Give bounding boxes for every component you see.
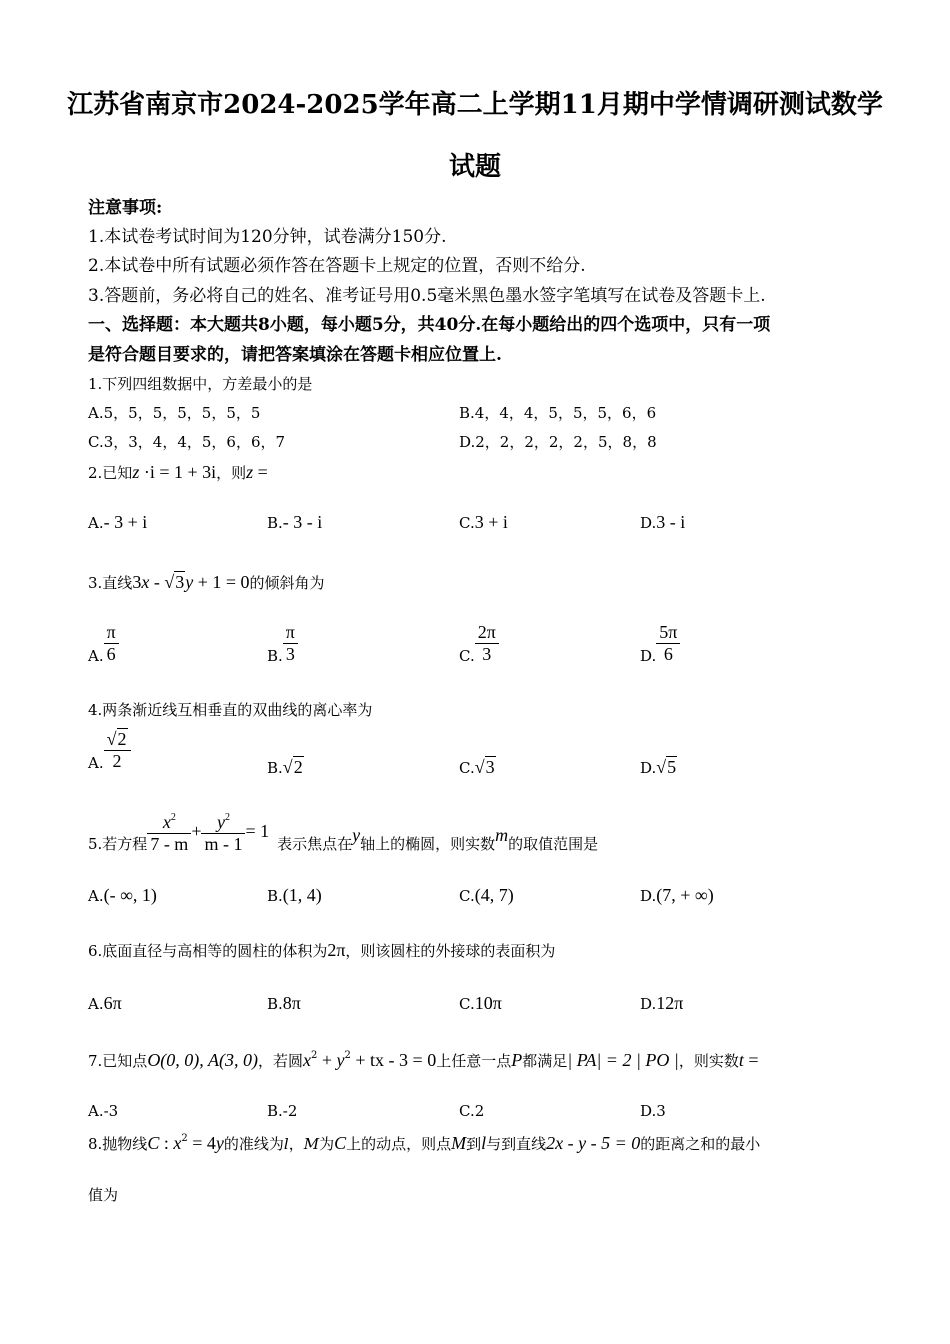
q3-option-c: C. $\frac{2\pi}{3}$	[459, 622, 499, 665]
q4-fraction-a: $\frac{√2}{2}$	[104, 729, 131, 771]
q2-option-d: D.3 - i	[640, 512, 686, 532]
q7-option-b: B.-2	[267, 1102, 298, 1120]
q2-option-a: A.- 3 + i	[88, 512, 148, 532]
notice-item-2: 2.本试卷中所有试题必须作答在答题卡上规定的位置，否则不给分.	[88, 256, 586, 276]
q7-option-d: D.3	[640, 1102, 666, 1120]
q4-option-d: D.√5	[640, 757, 677, 777]
notice-item-1: 1.本试卷考试时间为120分钟，试卷满分150分.	[88, 227, 447, 247]
q1-option-d: D.2，2，2，2，2，5，8，8	[459, 433, 657, 451]
q5-fraction-1: $\frac{x^2}{7 - m}$	[147, 812, 191, 854]
q6-option-b: B.8π	[267, 993, 301, 1013]
q4-option-b: B.√2	[267, 757, 303, 777]
q2-option-b: B.- 3 - i	[267, 512, 323, 532]
notice-item-3: 3.答题前，务必将自己的姓名、准考证号用0.5毫米黑色墨水签字笔填写在试卷及答题卡上.	[88, 286, 766, 306]
q3-option-a: A. $\frac{\pi}{6}$	[88, 622, 119, 665]
q5-stem: 5.若方程 $\frac{x^2}{7 - m}$ + $\frac{y^2}{m - 1}$ = 1表示焦点在y轴上的椭圆，则实数m的取值范围是	[88, 812, 599, 854]
q1-option-c: C.3，3，4，4，5，6，6，7	[88, 433, 286, 451]
q3-stem: 3.直线3x - √3y + 1 = 0的倾斜角为	[88, 572, 325, 592]
q5-option-c: C.(4, 7)	[459, 885, 514, 905]
q3-fraction-b: $\frac{\pi}{3}$	[283, 622, 298, 664]
q5-fraction-2: $\frac{y^2}{m - 1}$	[201, 812, 245, 854]
q3-option-b: B. $\frac{\pi}{3}$	[267, 622, 298, 665]
q6-option-a: A.6π	[88, 993, 122, 1013]
q5-option-a: A.(- ∞, 1)	[88, 885, 157, 905]
q5-option-b: B.(1, 4)	[267, 885, 322, 905]
q3-fraction-d: $\frac{5\pi}{6}$	[656, 622, 680, 664]
q7-option-c: C.2	[459, 1102, 485, 1120]
q2-option-c: C.3 + i	[459, 512, 508, 532]
q1-option-b: B.4，4，4，5，5，5，6，6	[459, 404, 657, 422]
section1-instructions-line1: 一、选择题：本大题共8小题，每小题5分，共40分.在每小题给出的四个选项中，只有一项	[88, 315, 771, 335]
q2-stem: 2.已知z ·i = 1 + 3i，则z =	[88, 462, 268, 482]
q7-stem: 7.已知点O(0, 0), A(3, 0)，若圆$x^2 + y^2$ + tx - 3 = 0上任意一点P都满足| PA| = 2 | PO |，则实数t =	[88, 1050, 759, 1070]
exam-title-line2: 试题	[448, 152, 501, 182]
q4-option-a: A. $\frac{√2}{2}$	[88, 729, 131, 772]
q4-option-c: C.√3	[459, 757, 495, 777]
q6-stem: 6.底面直径与高相等的圆柱的体积为2π，则该圆柱的外接球的表面积为	[88, 940, 556, 960]
q8-stem-line2: 值为	[88, 1186, 119, 1204]
q3-fraction-c: $\frac{2\pi}{3}$	[475, 622, 499, 664]
q6-option-d: D.12π	[640, 993, 684, 1013]
q6-option-c: C.10π	[459, 993, 502, 1013]
exam-title-line1: 江苏省南京市2024-2025学年高二上学期11月期中学情调研测试数学	[67, 90, 883, 120]
q8-stem: 8.抛物线C : $x^2 = 4y$的准线为l，M为C上的动点，则点M到l与到直线2x - y - 5 = 0的距离之和的最小	[88, 1133, 761, 1153]
q1-stem: 1.下列四组数据中，方差最小的是	[88, 375, 313, 393]
q1-option-a: A.5，5，5，5，5，5，5	[88, 404, 261, 422]
q5-option-d: D.(7, + ∞)	[640, 885, 714, 905]
q3-fraction-a: $\frac{\pi}{6}$	[104, 622, 119, 664]
notice-heading: 注意事项:	[88, 198, 163, 218]
section1-instructions-line2: 是符合题目要求的，请把答案填涂在答题卡相应位置上.	[88, 345, 502, 365]
q3-option-d: D. $\frac{5\pi}{6}$	[640, 622, 680, 665]
q7-option-a: A.-3	[88, 1102, 119, 1120]
q4-stem: 4.两条渐近线互相垂直的双曲线的离心率为	[88, 701, 373, 719]
